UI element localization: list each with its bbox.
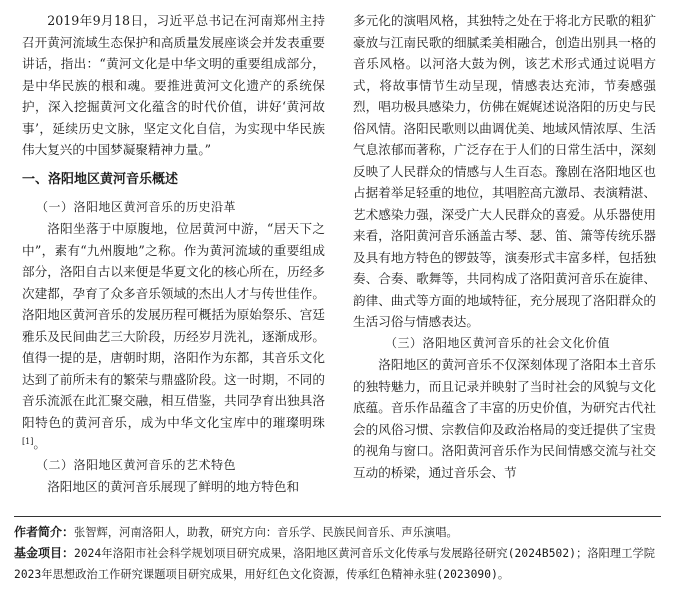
intro-paragraph: 2019年9月18日，习近平总书记在河南郑州主持召开黄河流域生态保护和高质量发展座谈会并发表重要讲话，指出：“黄河文化是中华文明的重要组成部分，是中华民族的根和魂。要推进黄河文化遗产的系统保护，深入挖掘黄河文化蕴含的时代价值，讲好‘黄河故事’，延续历史文脉，坚定文化自信，为实现中华民族伟大复兴的中国梦凝聚精神力量。”: [22, 13, 325, 157]
fund-text: 2024年洛阳市社会科学规划项目研究成果，洛阳地区黄河音乐文化传承与发展路径研究(2024B502)；洛阳理工学院2023年思想政治工作研究课题项目研究成果，用好红色文化资源，传承红色精神永驻(2023090)。: [14, 547, 656, 581]
art-paragraph-start: 洛阳地区的黄河音乐展现了鲜明的地方特色和: [47, 479, 300, 494]
history-paragraph: [22, 218, 325, 455]
footnote-divider: [14, 516, 661, 517]
citation-marker: [1]: [22, 437, 34, 446]
fund-note: [14, 543, 664, 585]
author-text: 张智辉，河南洛阳人，助教，研究方向：音乐学、民族民间音乐、声乐演唱。: [74, 526, 458, 539]
value-paragraph: 洛阳地区的黄河音乐不仅深刻体现了洛阳本土音乐的独特魅力，而且记录并映射了当时社会的风貌与文化底蕴。音乐作品蕴含了丰富的历史价值，为研究古代社会的风俗习惯、宗教信仰及政治格局的变迁提供了宝贵的视角与窗口。洛阳黄河音乐作为民间情感交流与社交互动的桥梁，通过音乐会、节: [353, 357, 656, 480]
fund-label: 基金项目：: [14, 546, 75, 560]
history-text-end: 。: [33, 436, 46, 451]
footnote-area: [14, 522, 664, 585]
art-paragraph-continued: 多元化的演唱风格，其独特之处在于将北方民歌的粗犷豪放与江南民歌的细腻柔美相融合，创造出别具一格的音乐风格。以河洛大鼓为例，该艺术形式通过说唱方式，将故事情节生动呈现，情感表达充沛，节奏感强烈，唱功极具感染力，仿佛在娓娓述说洛阳的历史与民俗风情。洛阳民歌则以曲调优美、地域风情浓厚、生活气息浓郁而著称，广泛存在于人们的日常生活中，深刻反映了人民群众的情感与人生百态。豫剧在洛阳地区也占据着举足轻重的地位，其唱腔高亢激昂、表演精湛、艺术感染力强，深受广大人民群众的喜爱。从乐器使用来看，洛阳黄河音乐涵盖古琴、瑟、笛、箫等传统乐器及具有地方特色的锣鼓等，演奏形式丰富多样，包括独奏、合奏、歌舞等，共同构成了洛阳黄河音乐在旋律、韵律、曲式等方面的地域特征，充分展现了洛阳群众的生活习俗与情感表达。: [353, 13, 656, 329]
section-heading: 一、洛阳地区黄河音乐概述: [22, 171, 179, 187]
left-column: [22, 10, 325, 498]
subsection-heading-art: （二）洛阳地区黄河音乐的艺术特色: [36, 457, 237, 472]
right-column: [353, 10, 656, 483]
subsection-heading-history: （一）洛阳地区黄河音乐的历史沿革: [36, 199, 237, 214]
author-label: 作者简介：: [14, 525, 75, 539]
history-text: 洛阳坐落于中原腹地，位居黄河中游，“居天下之中”，素有“九州腹地”之称。作为黄河流域的重要组成部分，洛阳自古以来便是华夏文化的核心所在，历经多次建都，孕育了众多音乐领域的杰出人才与传世佳作。洛阳地区黄河音乐的发展历程可概括为原始祭乐、宫廷雅乐及民间曲艺三大阶段，历经岁月洗礼，逐渐成形。值得一提的是，唐朝时期，洛阳作为东都，其音乐文化达到了前所未有的繁荣与鼎盛阶段。这一时期，不同的音乐流派在此汇聚交融，相互借鉴，共同孕育出独具洛阳特色的黄河音乐，成为中华文化宝库中的璀璨明珠: [22, 221, 325, 430]
subsection-heading-value: （三）洛阳地区黄河音乐的社会文化价值: [385, 335, 611, 350]
author-note: [14, 522, 664, 543]
